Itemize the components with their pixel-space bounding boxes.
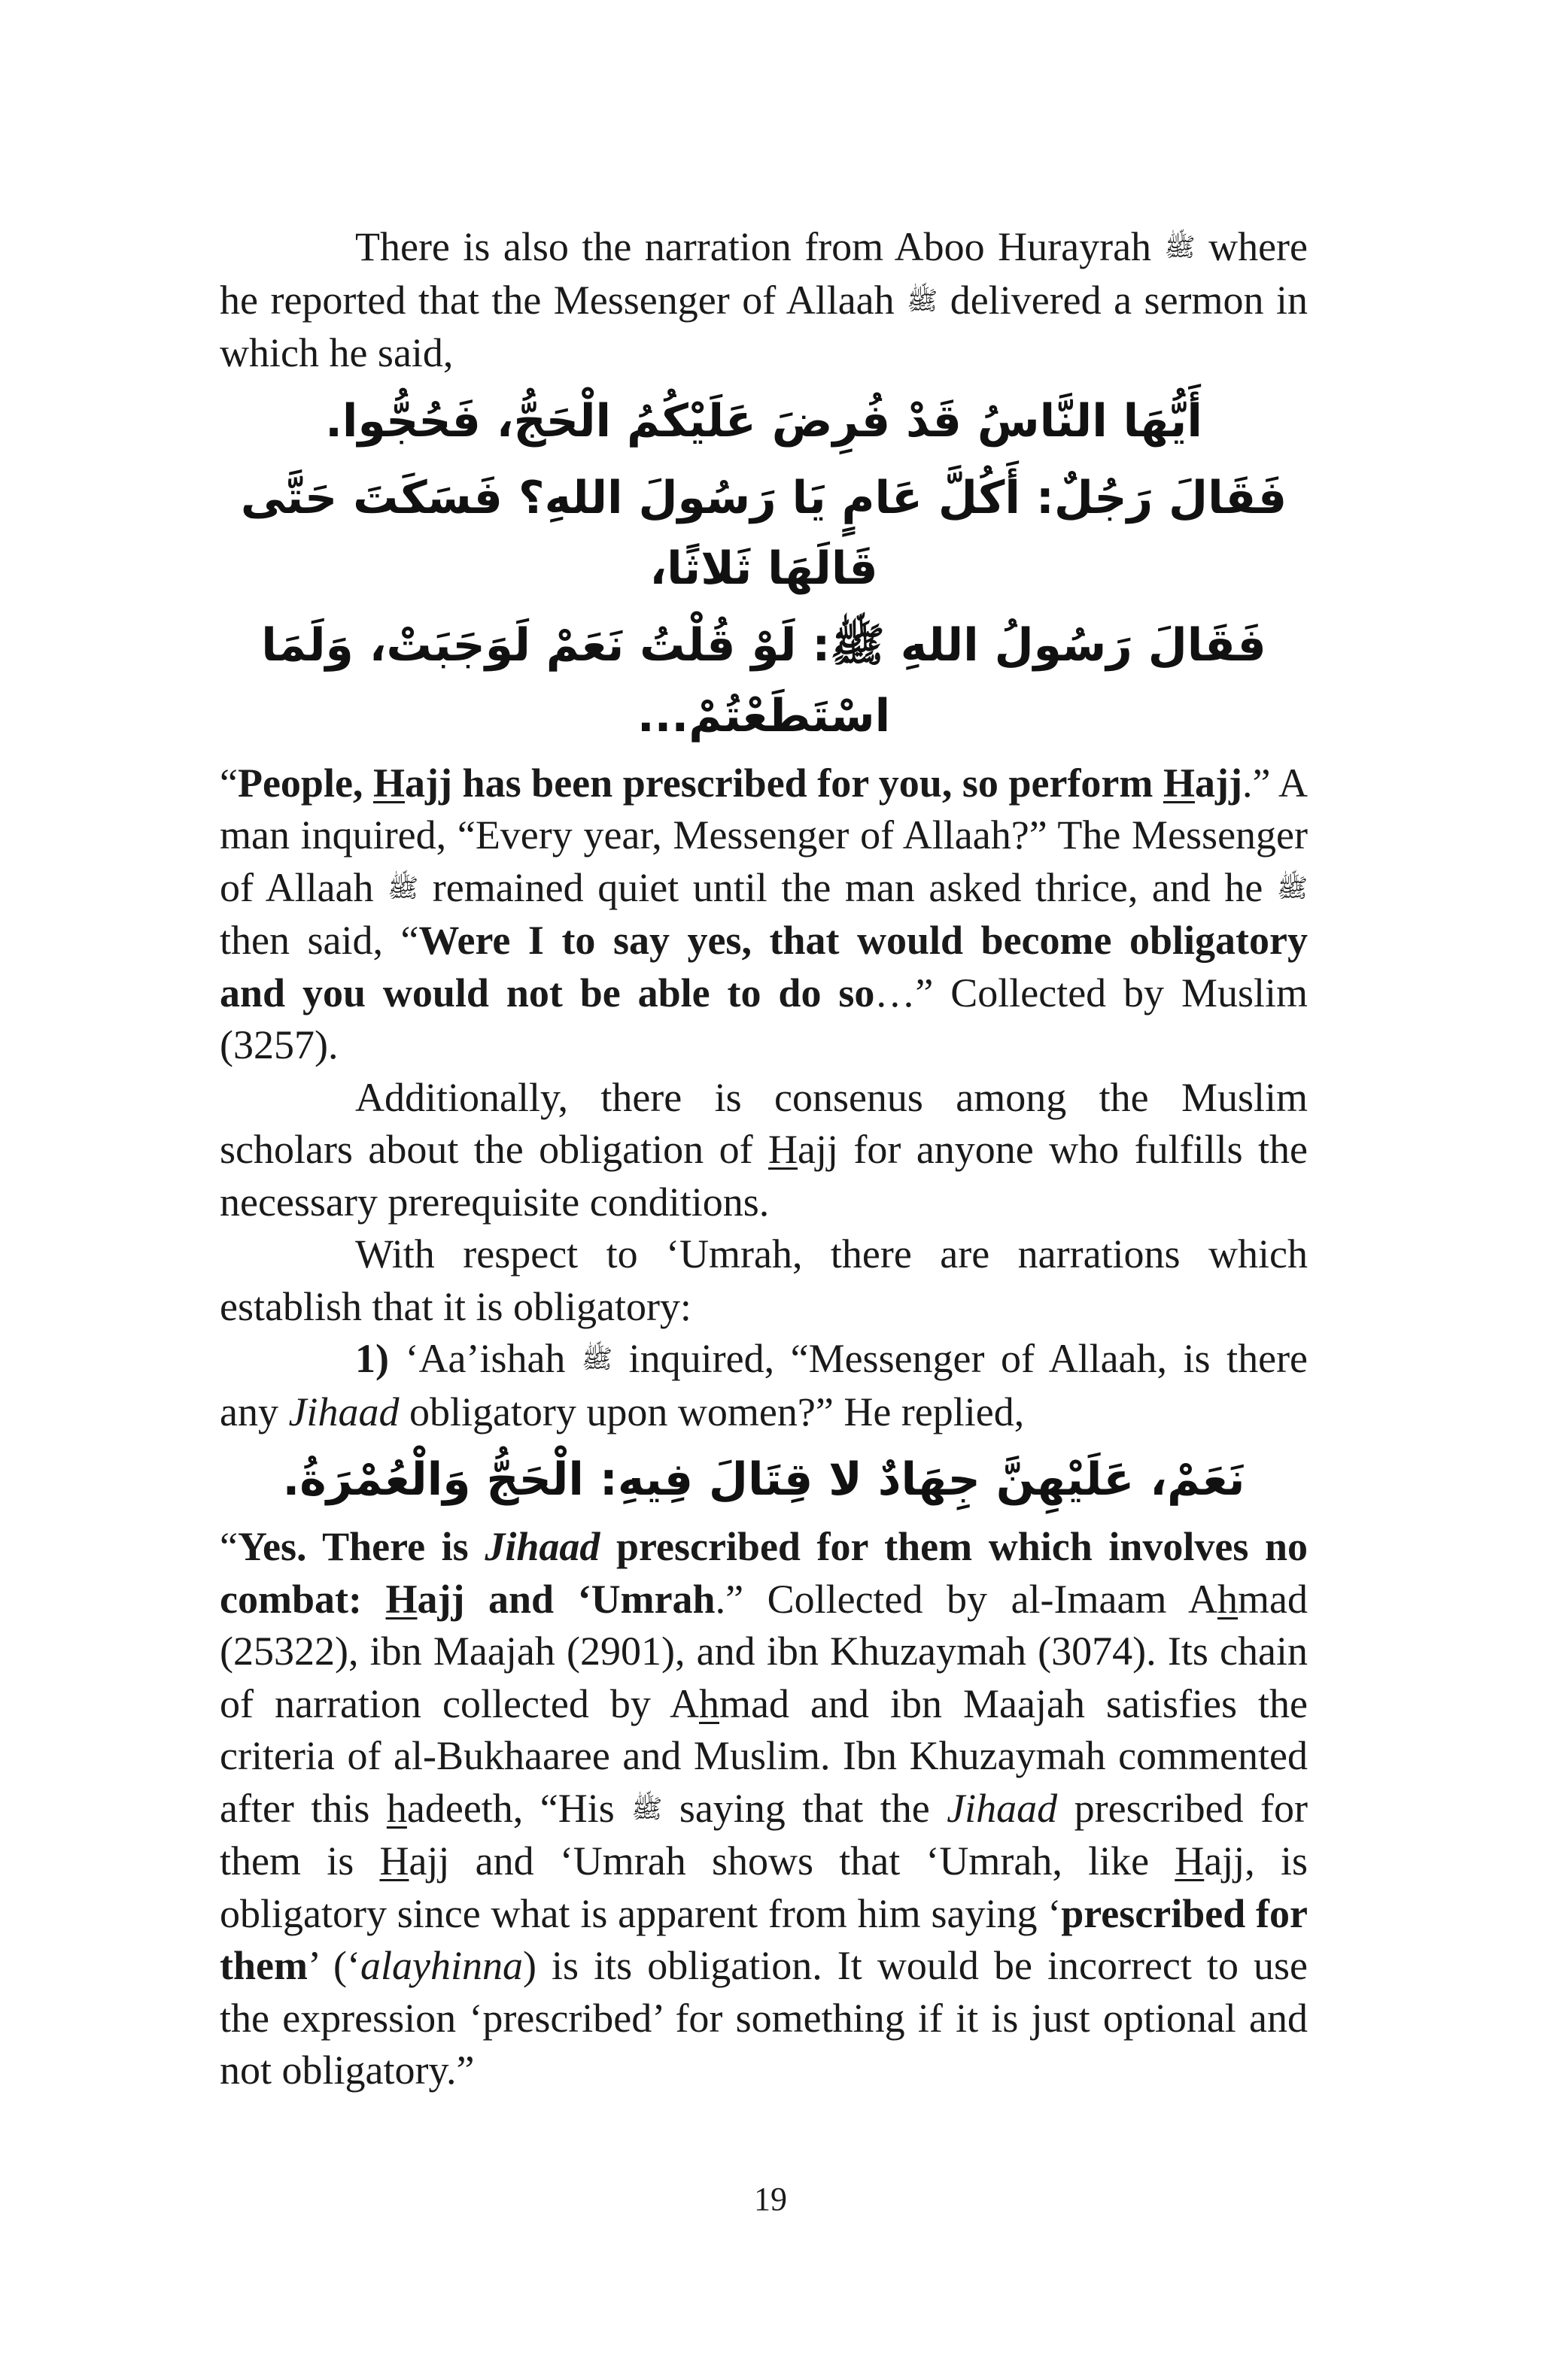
text: remained quiet until the man asked thrice, and he [432,864,1263,910]
text: There is also the narration from Aboo Hurayrah [355,224,1152,269]
bold-text: Were I to say yes, that would become obligatory and you would not be able to do so [220,918,1308,1015]
text: delivered a sermon in which he said, [220,277,1308,375]
page-number: 19 [754,2181,787,2218]
underlined-letter: H [379,1838,409,1884]
bold-text: ajj has been prescribed for you, so perform [405,760,1163,806]
honorific-saw-icon: ﷺ [631,1793,663,1824]
text: .” A man inquired, “Every year, Messenger of Allaah?” The Messenger of Allaah [220,760,1308,910]
underlined-letter: h [1217,1576,1239,1622]
honorific-ra-icon: ﷺ [1164,232,1196,263]
underlined-letter: h [698,1680,719,1726]
underlined-letter: H [1175,1838,1205,1884]
bold-text: ajj and ‘Umrah [417,1576,716,1622]
honorific-saw-icon: ﷺ [388,873,419,903]
honorific-ra-icon: ﷺ [581,1344,613,1374]
arabic-hadith-line-3: فَقَالَ رَسُولُ اللهِ ﷺ: لَوْ قُلْتُ نَعَمْ لَوَجَبَتْ، وَلَمَا اسْتَطَعْتُمْ... [261,618,1266,742]
text: obligatory upon women?” He replied, [399,1389,1025,1434]
text: mad (25322), ibn Maajah (2901), and ibn Khuzaymah (3074). Its chain of narration collected by A [220,1576,1308,1726]
bold-text: Yes. There is [237,1524,485,1569]
text: mad and ibn Maajah satisfies the criteria of al-Bukhaaree and Muslim. Ibn Khuzaymah commented after this [220,1680,1308,1831]
page-content [220,221,1308,2097]
bold-text: People, [237,760,373,806]
arabic-hadith-line-4: نَعَمْ، عَلَيْهِنَّ جِهَادٌ لا قِتَالَ فِيهِ: الْحَجُّ وَالْعُمْرَةُ. [282,1453,1245,1506]
bold-text: prescribed for them [220,1890,1308,1988]
paragraph-umrah: With respect to ‘Umrah, there are narrations which establish that it is obligatory: [220,1231,1308,1329]
arabic-hadith-line-1: أَيُّهَا النَّاسُ قَدْ فُرِضَ عَلَيْكُمُ الْحَجُّ، فَحُجُّوا. [325,394,1202,448]
text: inquired, “Messenger of Allaah, is there any [220,1336,1308,1434]
text: “ [220,760,238,806]
text: ajj and ‘Umrah shows that ‘Umrah, like [409,1838,1175,1884]
underlined-letter: H [373,760,406,806]
text: ajj for anyone who fulfills the necessary prerequisite conditions. [220,1127,1308,1225]
text: Additionally, there is consenus among the Muslim scholars about the obligation of [220,1074,1308,1172]
arabic-hadith-line-2: فَقَالَ رَجُلٌ: أَكُلَّ عَامٍ يَا رَسُولَ اللهِ؟ فَسَكَتَ حَتَّى قَالَهَا ثَلاثًا، [240,471,1287,595]
item-number: 1) [355,1336,389,1381]
paragraph-consensus [220,1072,1308,1229]
paragraph-intro [220,221,1308,380]
text: ’ (‘ [307,1943,360,1988]
text: prescribed for them is [220,1785,1308,1884]
bold-text: ajj [1194,760,1242,806]
paragraph-translation-1 [220,757,1308,1072]
underlined-letter: H [1163,760,1195,806]
text: ‘Aa’ishah [388,1336,566,1381]
honorific-saw-icon: ﷺ [907,285,938,316]
numbered-item-1 [220,1333,1308,1438]
text: adeeth, “His [406,1785,615,1831]
bold-text: prescribed for them which involves no combat: [220,1524,1308,1622]
text: “ [220,1524,238,1569]
underlined-letter: H [768,1127,798,1172]
italic-text: Jihaad [288,1389,400,1434]
text: saying that the [679,1785,947,1831]
text: ajj, is obligatory since what is apparent from him saying ‘ [220,1838,1308,1936]
italic-text: alayhinna [360,1943,523,1988]
paragraph-translation-2 [220,1521,1308,2097]
bold-italic-text: Jihaad [485,1524,600,1569]
italic-text: Jihaad [947,1785,1058,1831]
text: ) is its obligation. It would be incorrect to use the expression ‘prescribed’ for something if it is just optional and not obligatory.” [220,1943,1308,2093]
text: where he reported that the Messenger of Allaah [220,224,1308,323]
text: then said, “ [220,918,419,963]
underlined-letter: H [385,1576,418,1622]
underlined-letter: h [386,1785,407,1831]
text: …” Collected by Muslim (3257). [220,970,1308,1067]
honorific-saw-icon: ﷺ [1276,873,1308,903]
text: .” Collected by al-Imaam A [715,1576,1218,1622]
